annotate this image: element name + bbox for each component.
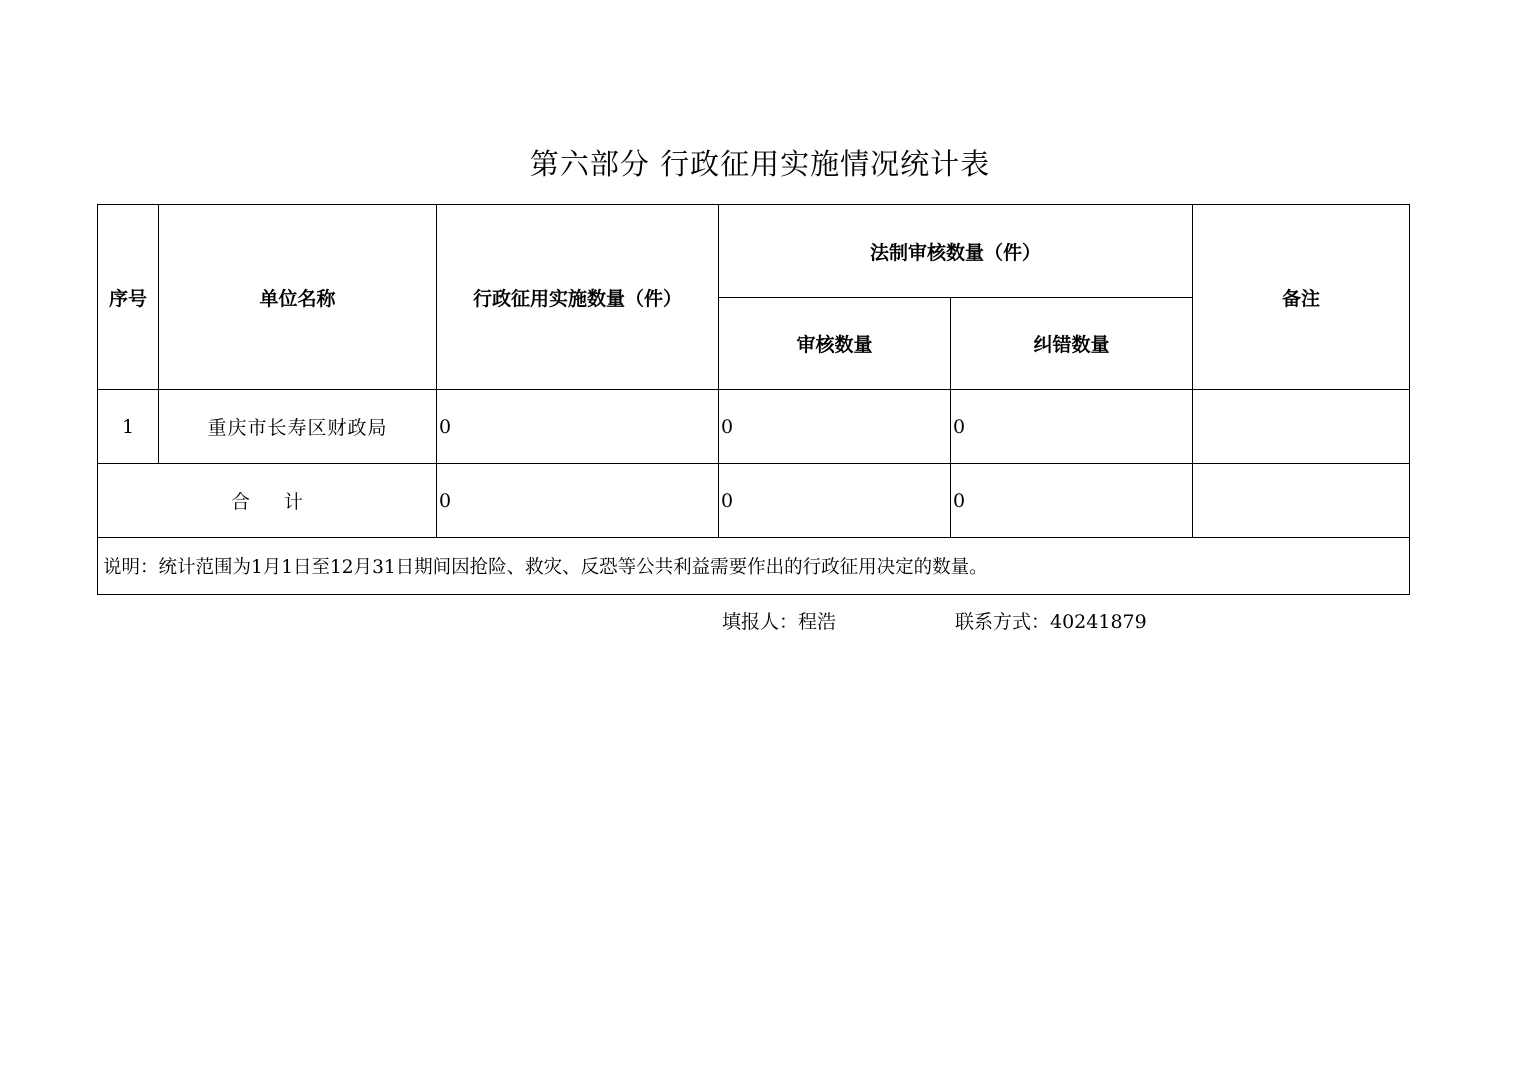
total-requisition-count: 0	[437, 464, 719, 538]
row-remarks	[1193, 390, 1410, 464]
page-title: 第六部分 行政征用实施情况统计表	[529, 147, 991, 181]
note-row	[98, 538, 1410, 595]
header-row-1	[98, 205, 1410, 298]
table-row	[98, 390, 1410, 464]
total-review-count: 0	[719, 464, 951, 538]
reporter-label: 填报人：程浩	[722, 611, 837, 633]
header-requisition-count: 行政征用实施数量（件）	[437, 205, 719, 390]
row-seq: 1	[98, 390, 159, 464]
total-correction-count: 0	[951, 464, 1193, 538]
header-review-count: 审核数量	[719, 298, 951, 390]
total-row	[98, 464, 1410, 538]
row-correction-count: 0	[951, 390, 1193, 464]
note-text: 说明：统计范围为1月1日至12月31日期间因抢险、救灾、反恐等公共利益需要作出的行政征用决定的数量。	[98, 538, 1410, 595]
row-requisition-count: 0	[437, 390, 719, 464]
header-legal-review-group: 法制审核数量（件）	[719, 205, 1193, 298]
header-remarks: 备注	[1193, 205, 1410, 390]
row-review-count: 0	[719, 390, 951, 464]
header-correction-count: 纠错数量	[951, 298, 1193, 390]
total-label: 合 计	[230, 491, 318, 513]
header-seq: 序号	[98, 205, 159, 390]
statistics-table	[97, 204, 1410, 595]
contact-label: 联系方式：40241879	[955, 611, 1147, 633]
row-unit-name: 重庆市长寿区财政局	[159, 390, 437, 464]
total-remarks	[1193, 464, 1410, 538]
header-unit-name: 单位名称	[159, 205, 437, 390]
total-label-cell	[98, 464, 437, 538]
